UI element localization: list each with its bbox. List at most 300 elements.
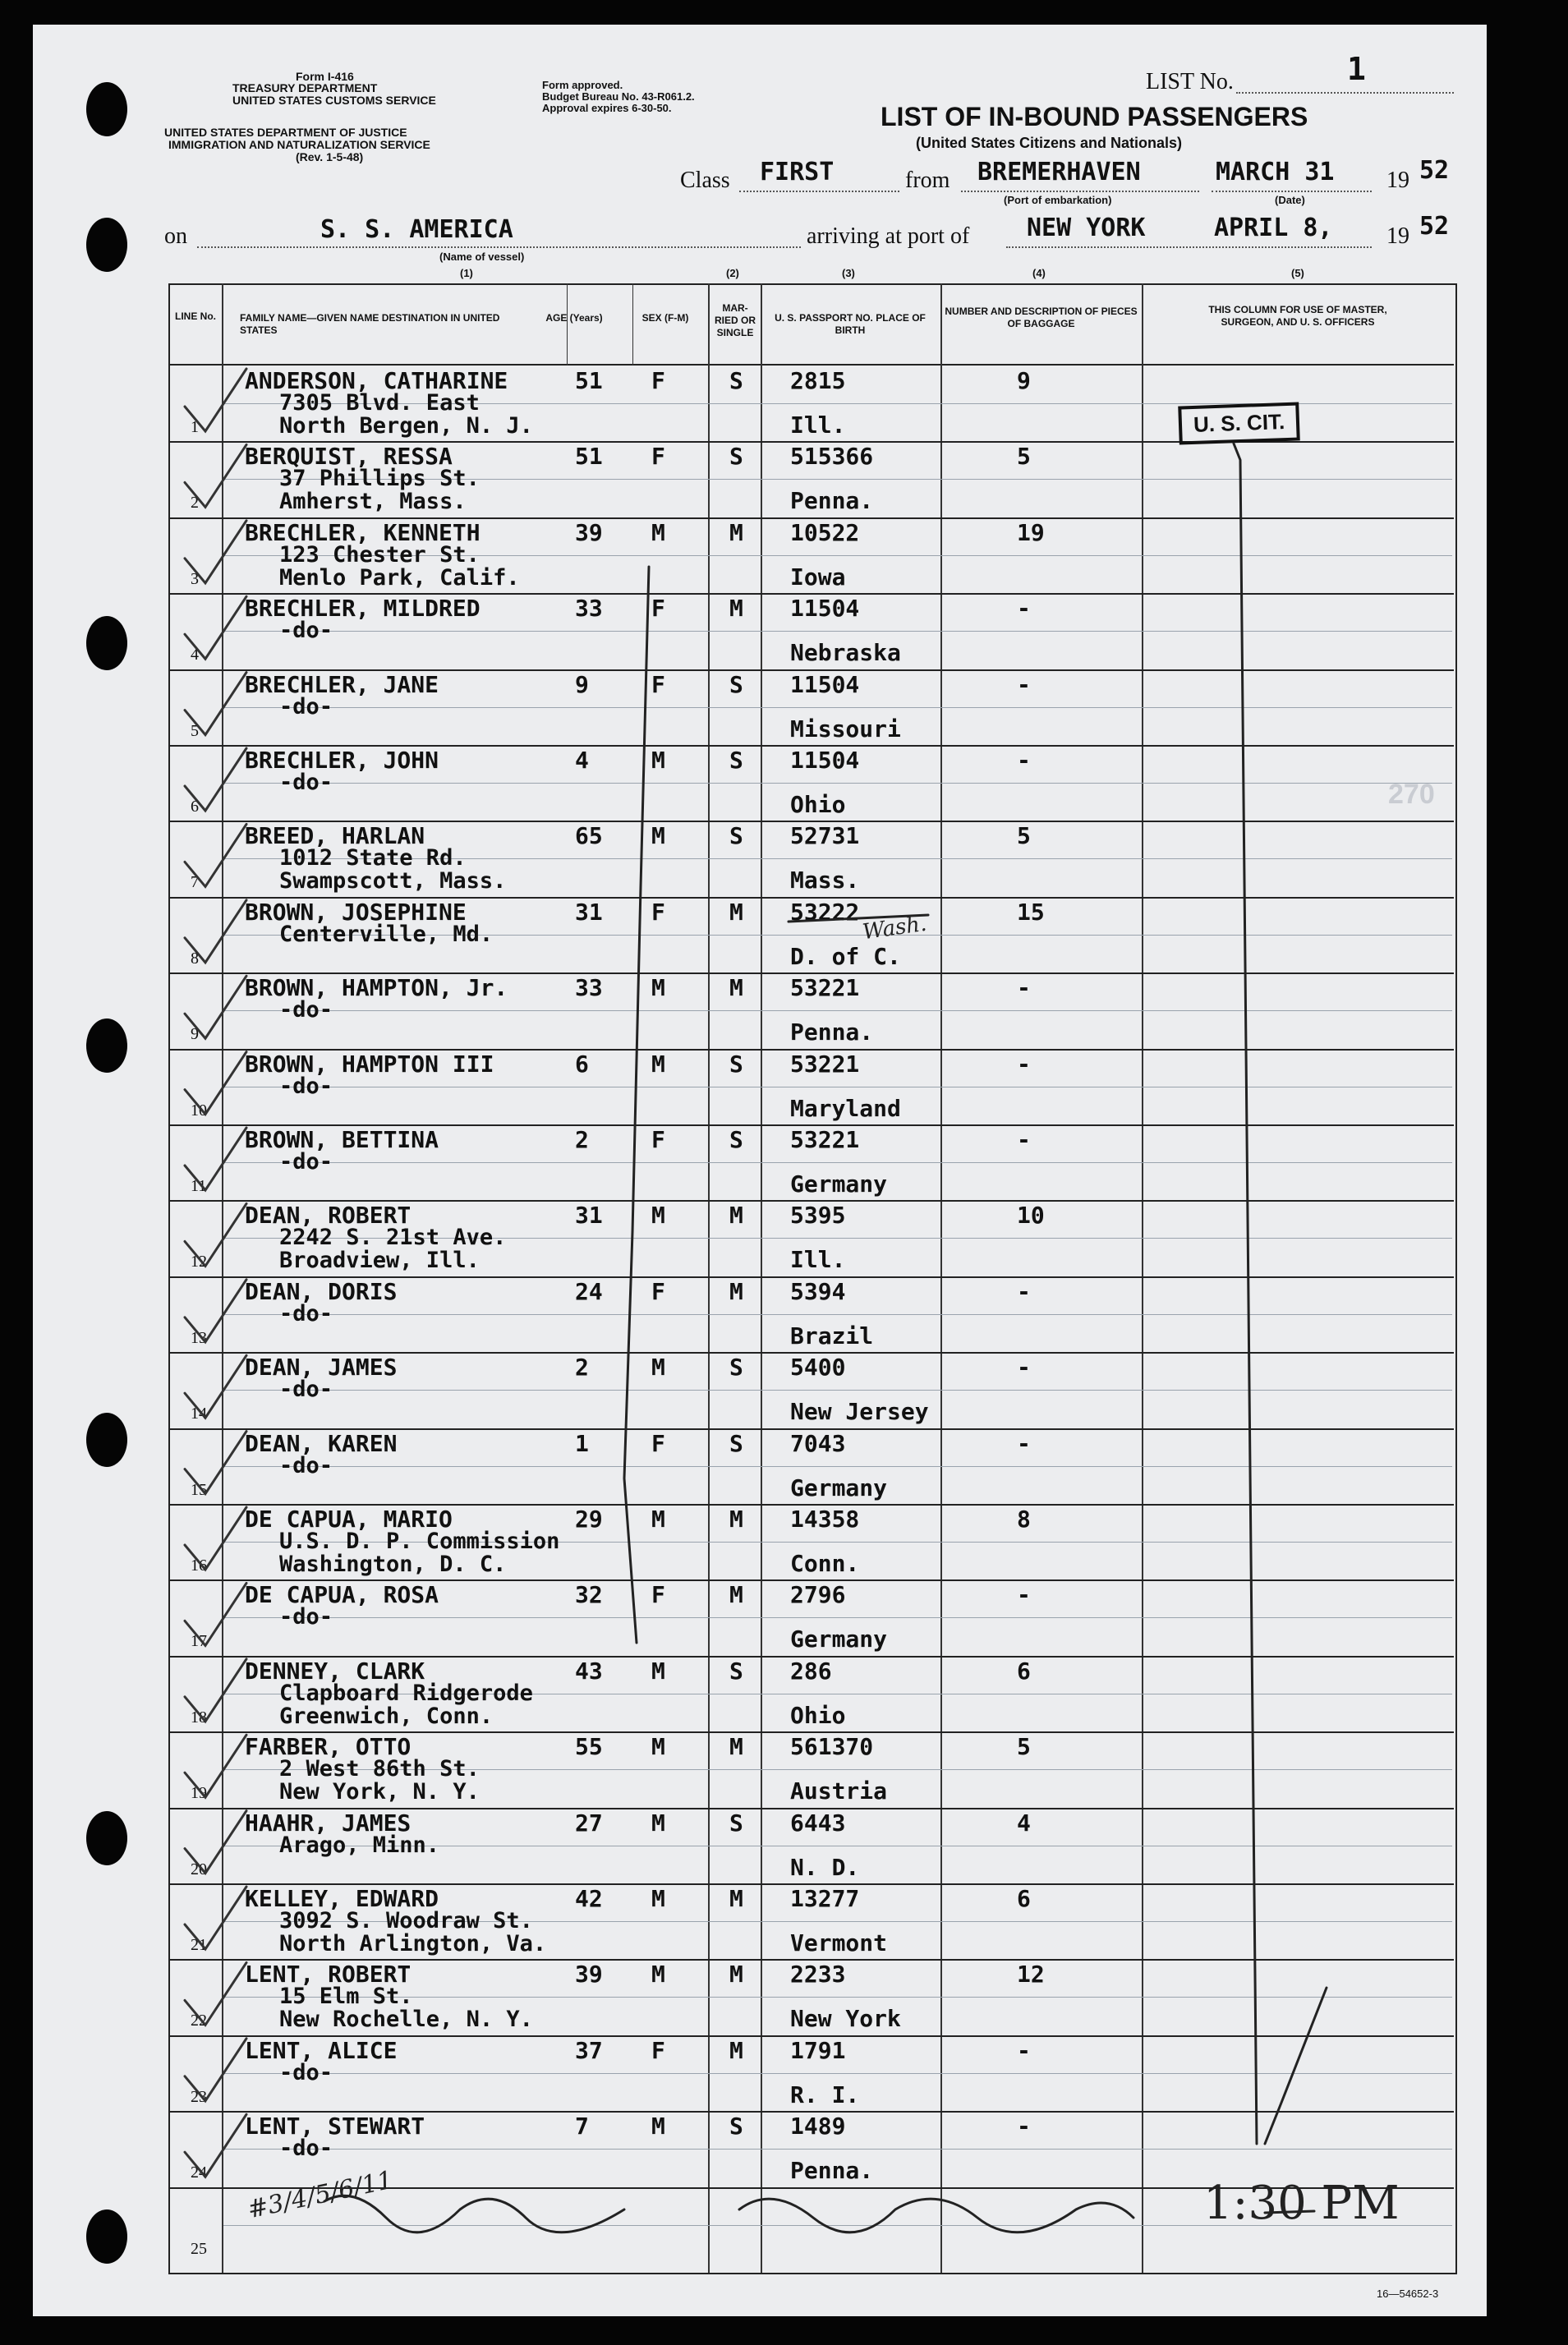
passenger-sex: F (651, 899, 665, 926)
place-of-birth: Austria (790, 1777, 888, 1805)
passenger-marital-status: M (729, 899, 743, 926)
line-number: 15 (191, 1481, 207, 1499)
faint-side-mark: 270 (1388, 779, 1435, 810)
place-of-birth: Penna. (790, 487, 874, 514)
passenger-address-2: Greenwich, Conn. (279, 1704, 494, 1729)
baggage-count: - (1017, 1430, 1031, 1457)
check-mark (185, 596, 246, 659)
check-mark (185, 748, 246, 811)
passport-number: 11504 (790, 671, 860, 698)
passenger-address-2: New York, N. Y. (279, 1779, 480, 1805)
check-mark (185, 673, 246, 735)
baggage-count: 12 (1017, 1961, 1045, 1988)
passenger-sex: F (651, 1278, 665, 1305)
passenger-marital-status: M (729, 1961, 743, 1988)
col-number-5: (5) (1291, 267, 1304, 279)
baggage-count: 6 (1017, 1658, 1031, 1685)
col-header-remarks: THIS COLUMN FOR USE OF MASTER, SURGEON, AND U. S. OFFICERS (1208, 304, 1387, 328)
passenger-sex: M (651, 1051, 665, 1078)
passenger-marital-status: M (729, 595, 743, 622)
port-of-embarkation: BREMERHAVEN (977, 158, 1141, 186)
check-mark (185, 1811, 246, 1874)
class-label: Class (680, 168, 730, 193)
baggage-count: - (1017, 974, 1031, 1001)
passport-number: 53221 (790, 1126, 860, 1153)
passenger-age: 9 (575, 671, 589, 698)
check-mark (185, 1432, 246, 1494)
check-mark (185, 1659, 246, 1722)
baggage-count: 6 (1017, 1885, 1031, 1912)
passenger-age: 31 (575, 899, 603, 926)
passenger-sex: M (651, 1506, 665, 1533)
check-mark (185, 2039, 246, 2101)
passenger-name: ANDERSON, CATHARINE (245, 367, 508, 394)
passenger-name: DEAN, KAREN (245, 1430, 398, 1457)
ins-heading: IMMIGRATION AND NATURALIZATION SERVICE (168, 138, 430, 151)
col-number-3: (3) (842, 267, 855, 279)
place-of-birth: Penna. (790, 1018, 874, 1046)
baggage-count: - (1017, 1354, 1031, 1381)
line-number: 7 (191, 873, 199, 891)
line-number: 17 (191, 1632, 207, 1650)
port-caption: (Port of embarkation) (1004, 194, 1112, 206)
customs-service: UNITED STATES CUSTOMS SERVICE (232, 94, 436, 107)
baggage-count: - (1017, 671, 1031, 698)
passenger-age: 1 (575, 1430, 589, 1457)
place-of-birth: Penna. (790, 2157, 874, 2184)
passenger-marital-status: M (729, 1733, 743, 1760)
passenger-sex: F (651, 1430, 665, 1457)
baggage-count: - (1017, 1581, 1031, 1608)
passenger-marital-status: S (729, 671, 743, 698)
passenger-marital-status: M (729, 974, 743, 1001)
passport-number: 5395 (790, 1202, 846, 1229)
list-no-label: LIST No. (1146, 69, 1234, 94)
passenger-age: 33 (575, 595, 603, 622)
passenger-marital-status: S (729, 1430, 743, 1457)
passenger-name: DEAN, DORIS (245, 1278, 398, 1305)
passenger-marital-status: M (729, 1581, 743, 1608)
passport-number: 13277 (790, 1885, 860, 1912)
vessel-name: S. S. AMERICA (320, 215, 513, 244)
arrival-year: 52 (1419, 212, 1450, 241)
passenger-marital-status: S (729, 747, 743, 774)
passenger-sex: M (651, 1885, 665, 1912)
doj-heading: UNITED STATES DEPARTMENT OF JUSTICE (164, 126, 407, 139)
passenger-address-1: -do- (279, 2060, 333, 2085)
check-mark (185, 1203, 246, 1266)
place-of-birth: Nebraska (790, 639, 901, 666)
approval-line-2: Budget Bureau No. 43-R061.2. (542, 90, 695, 103)
passenger-address-1: 7305 Blvd. East (279, 390, 480, 416)
passenger-address-1: Arago, Minn. (279, 1832, 440, 1858)
passenger-address-2: New Rochelle, N. Y. (279, 2007, 533, 2032)
document-subtitle: (United States Citizens and Nationals) (916, 135, 1183, 151)
baggage-count: 15 (1017, 899, 1045, 926)
passenger-address-1: -do- (279, 1377, 333, 1402)
passenger-sex: M (651, 519, 665, 546)
line-number: 6 (191, 798, 199, 816)
passenger-address-1: 2242 S. 21st Ave. (279, 1225, 507, 1250)
check-mark (185, 521, 246, 583)
col-header-married: MAR-RIED OR SINGLE (714, 302, 756, 338)
line-number: 23 (191, 2088, 207, 2106)
passenger-sex: M (651, 822, 665, 849)
col-number-2: (2) (726, 267, 739, 279)
arrival-port: NEW YORK (1027, 214, 1146, 242)
passenger-name: BROWN, HAMPTON III (245, 1051, 494, 1078)
check-mark (185, 1735, 246, 1797)
line-number: 3 (191, 570, 199, 588)
passport-number: 6443 (790, 1809, 846, 1837)
passenger-sex: F (651, 443, 665, 470)
passenger-address-1: Centerville, Md. (279, 922, 494, 947)
passenger-sex: M (651, 1202, 665, 1229)
passport-number: 52731 (790, 822, 860, 849)
passenger-age: 4 (575, 747, 589, 774)
passenger-sex: F (651, 1126, 665, 1153)
passenger-name: FARBER, OTTO (245, 1733, 412, 1760)
baggage-count: 8 (1017, 1506, 1031, 1533)
baggage-count: - (1017, 2113, 1031, 2140)
place-of-birth: Germany (790, 1170, 888, 1198)
passenger-sex: F (651, 671, 665, 698)
passenger-sex: M (651, 2113, 665, 2140)
check-mark (185, 1507, 246, 1570)
handwritten-number-note: #3/4/5/6/11 (245, 2165, 396, 2225)
baggage-count: - (1017, 2037, 1031, 2064)
passenger-name: BREED, HARLAN (245, 822, 425, 849)
baggage-count: - (1017, 1126, 1031, 1153)
line-number: 11 (191, 1177, 207, 1195)
passport-number: 53222 (790, 899, 860, 926)
passenger-name: BROWN, JOSEPHINE (245, 899, 467, 926)
passenger-name: BROWN, HAMPTON, Jr. (245, 974, 508, 1001)
line-number: 8 (191, 949, 199, 968)
place-of-birth: New Jersey (790, 1398, 929, 1425)
passenger-sex: M (651, 1809, 665, 1837)
passenger-marital-status: S (729, 1809, 743, 1837)
revision: (Rev. 1-5-48) (296, 150, 364, 163)
passenger-marital-status: M (729, 1202, 743, 1229)
check-mark (185, 1887, 246, 1949)
passport-number: 5394 (790, 1278, 846, 1305)
passenger-address-2: Amherst, Mass. (279, 489, 467, 514)
passport-number: 2233 (790, 1961, 846, 1988)
check-mark (185, 976, 246, 1038)
check-mark (185, 1962, 246, 2025)
year-prefix: 19 (1386, 168, 1409, 193)
place-of-birth: New York (790, 2005, 901, 2032)
baggage-count: 19 (1017, 519, 1045, 546)
passenger-age: 51 (575, 367, 603, 394)
treasury-dept: TREASURY DEPARTMENT (232, 81, 378, 94)
approval-line-3: Approval expires 6-30-50. (542, 102, 672, 114)
passport-number: 7043 (790, 1430, 846, 1457)
passenger-age: 2 (575, 1126, 589, 1153)
footer-code: 16—54652-3 (1377, 2288, 1439, 2300)
passenger-name: DE CAPUA, ROSA (245, 1581, 439, 1608)
place-of-birth: Ill. (790, 412, 846, 439)
passenger-sex: M (651, 1733, 665, 1760)
passenger-address-1: -do- (279, 997, 333, 1023)
baggage-count: 5 (1017, 1733, 1031, 1760)
passenger-name: KELLEY, EDWARD (245, 1885, 439, 1912)
passenger-marital-status: S (729, 1051, 743, 1078)
approval-line-1: Form approved. (542, 79, 623, 91)
passenger-age: 2 (575, 1354, 589, 1381)
place-of-birth: Maryland (790, 1095, 901, 1122)
line-number: 12 (191, 1253, 207, 1271)
place-of-birth: Ohio (790, 791, 846, 818)
passport-number: 14358 (790, 1506, 860, 1533)
line-number: 25 (191, 2240, 207, 2258)
baggage-count: - (1017, 1278, 1031, 1305)
place-of-birth: Germany (790, 1625, 888, 1653)
passport-number: 11504 (790, 595, 860, 622)
place-of-birth: Iowa (790, 563, 846, 591)
baggage-count: - (1017, 595, 1031, 622)
passenger-sex: M (651, 1354, 665, 1381)
passenger-age: 37 (575, 2037, 603, 2064)
line-number: 9 (191, 1025, 199, 1043)
col-header-passport: U. S. PASSPORT NO. PLACE OF BIRTH (775, 312, 926, 336)
passenger-name: BRECHLER, JANE (245, 671, 439, 698)
passenger-address-1: 15 Elm St. (279, 1984, 413, 2009)
col-header-name: FAMILY NAME—GIVEN NAME DESTINATION IN UNITED STATES (240, 312, 500, 336)
line-number: 10 (191, 1101, 207, 1120)
passenger-name: BRECHLER, MILDRED (245, 595, 481, 622)
line-number: 4 (191, 646, 199, 664)
check-mark (185, 1128, 246, 1190)
passenger-address-2: Menlo Park, Calif. (279, 565, 520, 591)
passenger-address-1: U.S. D. P. Commission (279, 1529, 560, 1554)
passenger-marital-status: M (729, 1885, 743, 1912)
arriving-label: arriving at port of (807, 223, 970, 249)
date-caption: (Date) (1275, 194, 1305, 206)
handwritten-time-note: 1:30 PM (1203, 2177, 1400, 2230)
check-mark (185, 444, 246, 507)
line-number: 1 (191, 418, 199, 436)
handwritten-wash-note: Wash. (861, 911, 929, 945)
passenger-address-2: North Bergen, N. J. (279, 413, 533, 439)
passport-number: 2815 (790, 367, 846, 394)
line-number: 2 (191, 494, 199, 512)
passenger-age: 7 (575, 2113, 589, 2140)
passenger-name: BERQUIST, RESSA (245, 443, 453, 470)
place-of-birth: R. I. (790, 2081, 860, 2108)
line-number: 18 (191, 1708, 207, 1727)
col-number-4: (4) (1032, 267, 1046, 279)
passenger-sex: M (651, 1658, 665, 1685)
passenger-address-2: Swampscott, Mass. (279, 868, 507, 894)
place-of-birth: Conn. (790, 1550, 860, 1577)
col-number-1: (1) (460, 267, 473, 279)
class-value: FIRST (760, 158, 835, 186)
passenger-marital-status: S (729, 1354, 743, 1381)
line-number: 21 (191, 1936, 207, 1954)
passenger-name: HAAHR, JAMES (245, 1809, 412, 1837)
passenger-sex: M (651, 747, 665, 774)
passenger-address-1: -do- (279, 1149, 333, 1175)
place-of-birth: Mass. (790, 867, 860, 894)
passenger-address-1: -do- (279, 1453, 333, 1478)
passenger-address-2: North Arlington, Va. (279, 1931, 547, 1956)
passenger-address-1: 37 Phillips St. (279, 466, 480, 491)
passenger-address-1: -do- (279, 1604, 333, 1630)
baggage-count: 10 (1017, 1202, 1045, 1229)
passenger-age: 31 (575, 1202, 603, 1229)
place-of-birth: Vermont (790, 1929, 888, 1956)
line-number: 20 (191, 1860, 207, 1878)
passport-number: 561370 (790, 1733, 874, 1760)
place-of-birth: N. D. (790, 1854, 860, 1881)
passenger-sex: F (651, 2037, 665, 2064)
arrival-year-prefix: 19 (1386, 223, 1409, 249)
baggage-count: 4 (1017, 1809, 1031, 1837)
passenger-age: 33 (575, 974, 603, 1001)
passenger-marital-status: S (729, 443, 743, 470)
passenger-marital-status: S (729, 1126, 743, 1153)
passenger-age: 29 (575, 1506, 603, 1533)
vessel-caption: (Name of vessel) (439, 251, 525, 263)
place-of-birth: Ohio (790, 1702, 846, 1729)
check-mark (185, 1052, 246, 1115)
line-number: 16 (191, 1556, 207, 1575)
passport-number: 1791 (790, 2037, 846, 2064)
passport-number: 53221 (790, 1051, 860, 1078)
passenger-sex: M (651, 1961, 665, 1988)
passenger-marital-status: S (729, 367, 743, 394)
passenger-address-1: 123 Chester St. (279, 542, 480, 568)
passenger-name: LENT, ALICE (245, 2037, 398, 2064)
passenger-age: 55 (575, 1733, 603, 1760)
check-mark (185, 369, 246, 431)
passenger-name: LENT, ROBERT (245, 1961, 412, 1988)
passenger-age: 32 (575, 1581, 603, 1608)
baggage-count: - (1017, 1051, 1031, 1078)
place-of-birth: D. of C. (790, 943, 901, 970)
place-of-birth: Germany (790, 1474, 888, 1501)
passenger-sex: F (651, 1581, 665, 1608)
passenger-sex: F (651, 595, 665, 622)
passenger-age: 51 (575, 443, 603, 470)
passenger-address-1: 1012 State Rd. (279, 845, 467, 871)
passenger-address-1: -do- (279, 2136, 333, 2161)
baggage-count: 9 (1017, 367, 1031, 394)
passenger-marital-status: S (729, 1658, 743, 1685)
passenger-age: 6 (575, 1051, 589, 1078)
passport-number: 1489 (790, 2113, 846, 2140)
passport-number: 515366 (790, 443, 874, 470)
line-number: 22 (191, 2012, 207, 2030)
check-mark (185, 2114, 246, 2177)
check-mark (185, 1280, 246, 1342)
passenger-name: LENT, STEWART (245, 2113, 425, 2140)
col-header-baggage: NUMBER AND DESCRIPTION OF PIECES OF BAGGAGE (945, 306, 1138, 329)
passport-number: 53221 (790, 974, 860, 1001)
col-header-age: AGE (Years) (545, 312, 603, 324)
passenger-address-1: -do- (279, 770, 333, 795)
place-of-birth: Missouri (790, 715, 901, 743)
passenger-name: BRECHLER, KENNETH (245, 519, 481, 546)
passenger-name: DE CAPUA, MARIO (245, 1506, 453, 1533)
line-number: 13 (191, 1329, 207, 1347)
passenger-address-1: -do- (279, 1074, 333, 1099)
baggage-count: - (1017, 747, 1031, 774)
col-header-sex: SEX (F-M) (641, 312, 689, 324)
passport-number: 10522 (790, 519, 860, 546)
check-mark (185, 900, 246, 963)
arrival-date: APRIL 8, (1214, 214, 1333, 242)
passenger-address-1: -do- (279, 618, 333, 643)
passenger-marital-status: M (729, 1278, 743, 1305)
passenger-age: 24 (575, 1278, 603, 1305)
from-label: from (905, 168, 950, 193)
passenger-age: 39 (575, 519, 603, 546)
check-mark (185, 1583, 246, 1645)
passenger-address-2: Washington, D. C. (279, 1552, 507, 1577)
passenger-age: 43 (575, 1658, 603, 1685)
year-value: 52 (1419, 156, 1450, 185)
departure-date: MARCH 31 (1216, 158, 1335, 186)
passenger-age: 27 (575, 1809, 603, 1837)
on-label: on (164, 223, 187, 249)
place-of-birth: Ill. (790, 1246, 846, 1273)
passenger-address-1: -do- (279, 694, 333, 720)
passenger-name: DEAN, ROBERT (245, 1202, 412, 1229)
passport-number: 5400 (790, 1354, 846, 1381)
document-title: LIST OF IN-BOUND PASSENGERS (881, 102, 1308, 131)
line-number: 24 (191, 2163, 207, 2182)
col-header-line: LINE No. (175, 310, 216, 322)
baggage-count: 5 (1017, 443, 1031, 470)
list-no-value: 1 (1347, 51, 1366, 87)
passenger-marital-status: M (729, 519, 743, 546)
passenger-name: BROWN, BETTINA (245, 1126, 439, 1153)
line-number: 14 (191, 1405, 207, 1423)
passenger-address-1: Clapboard Ridgerode (279, 1681, 533, 1706)
passenger-marital-status: S (729, 2113, 743, 2140)
passport-number: 2796 (790, 1581, 846, 1608)
form-number: Form I-416 (296, 70, 354, 83)
check-mark (185, 1355, 246, 1418)
passenger-address-1: -do- (279, 1301, 333, 1327)
passenger-sex: F (651, 367, 665, 394)
us-citizen-stamp: U. S. CIT. (1178, 402, 1300, 444)
passenger-name: DEAN, JAMES (245, 1354, 398, 1381)
passenger-sex: M (651, 974, 665, 1001)
line-number: 5 (191, 722, 199, 740)
line-number: 19 (191, 1784, 207, 1802)
passenger-marital-status: M (729, 1506, 743, 1533)
place-of-birth: Brazil (790, 1322, 874, 1350)
passport-number: 11504 (790, 747, 860, 774)
check-mark (185, 824, 246, 886)
passenger-marital-status: M (729, 2037, 743, 2064)
baggage-count: 5 (1017, 822, 1031, 849)
passport-number: 286 (790, 1658, 832, 1685)
passenger-name: DENNEY, CLARK (245, 1658, 425, 1685)
passenger-age: 65 (575, 822, 603, 849)
passenger-address-1: 3092 S. Woodraw St. (279, 1908, 533, 1933)
passenger-address-1: 2 West 86th St. (279, 1756, 480, 1782)
passenger-marital-status: S (729, 822, 743, 849)
passenger-address-2: Broadview, Ill. (279, 1248, 480, 1273)
passenger-age: 42 (575, 1885, 603, 1912)
passenger-name: BRECHLER, JOHN (245, 747, 439, 774)
passenger-age: 39 (575, 1961, 603, 1988)
